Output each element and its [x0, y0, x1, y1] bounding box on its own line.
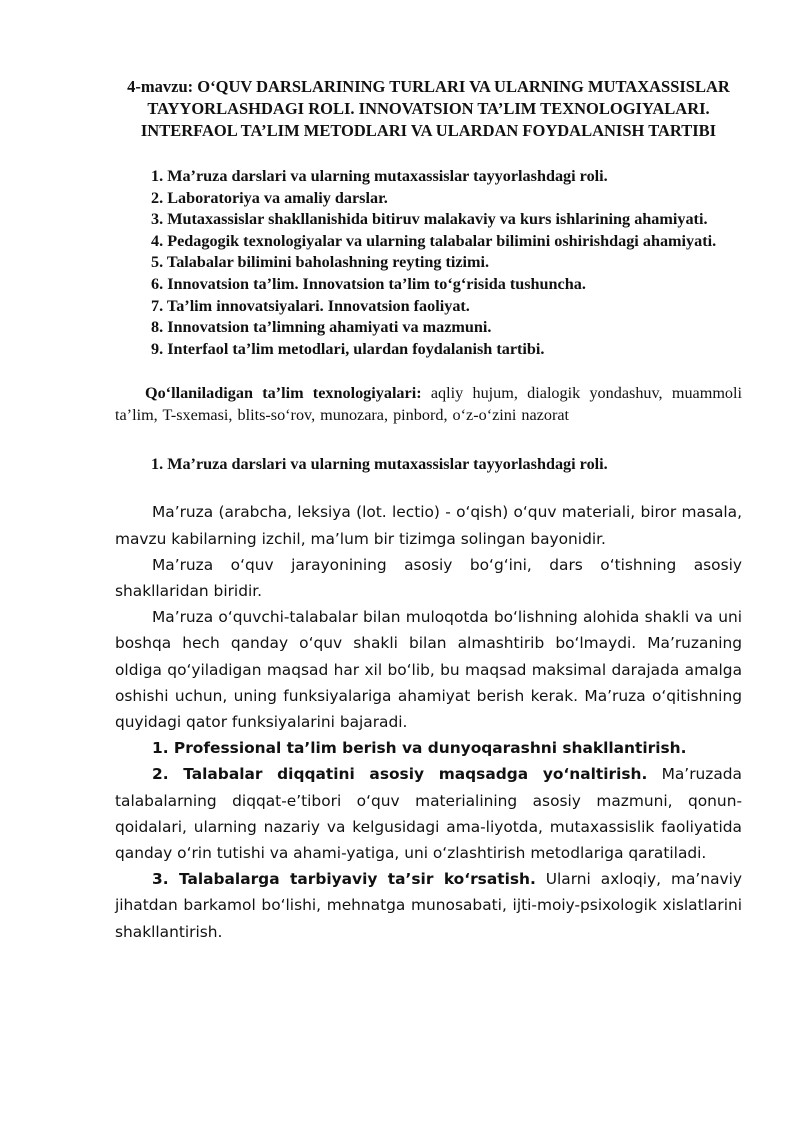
section-heading: 1. Ma’ruza darslari va ularning mutaxassislar tayyorlashdagi roli. — [151, 455, 608, 474]
paragraph-role: Ma’ruza o‘quv jarayonining asosiy bo‘g‘ini, dars o‘tishning asosiy shakllaridan biridir. — [115, 555, 742, 600]
technologies-label: Qo‘llaniladigan ta’lim texnologiyalari: — [145, 384, 422, 403]
topic-item-3: 3. Mutaxassislar shakllanishida bitiruv malakaviy va kurs ishlarining ahamiyati. — [151, 210, 708, 229]
topic-item-4: 4. Pedagogik texnologiyalar va ularning talabalar bilimini oshirishdagi ahamiyati. — [151, 231, 717, 250]
topic-item-2: 2. Laboratoriya va amaliy darslar. — [151, 188, 388, 207]
topic-item-7: 7. Ta’lim innovatsiyalari. Innovatsion faoliyat. — [151, 296, 470, 315]
function-2-text: Ma’ruzada talabalarning diqqat-e’tibori o‘quv materialining asosiy mazmuni, qonun-qoidalari, ularning nazariy va kelgusidagi ama-liyotda, mutaxassislik faoliyatida qanday o‘rin tutishi va ahami-yatiga, uni o‘zlashtirish metodlariga qaratiladi. — [115, 765, 742, 862]
topic-list — [115, 166, 742, 360]
technologies-paragraph — [115, 382, 742, 426]
function-3-text: Ularni axloqiy, ma’naviy jihatdan barkamol bo‘lishi, mehnatga munosabati, ijti-moiy-psixologik xislatlarini shakllantirish. — [115, 870, 742, 941]
document-title: 4-mavzu: O‘QUV DARSLARINING TURLARI VA ULARNING MUTAXASSISLAR TAYYORLASHDAGI ROLI. INNOVATSION TA’LIM TEXNOLOGIYALARI. INTERFAOL TA’LIM METODLARI VA ULARDAN FOYDALANISH TARTIBI — [127, 77, 730, 140]
paragraph-functions-intro: Ma’ruza o‘quvchi-talabalar bilan muloqotda bo‘lishning alohida shakli va uni boshqa hech qanday o‘quv shakli bilan almashtirib bo‘lmaydi. Ma’ruzaning oldiga qo‘yiladigan maqsad har xil bo‘lib, bu maqsad maksimal darajada amalga oshishi uchun, uning funksiyalariga ahamiyat berish kerak. Ma’ruza o‘qitishning quyidagi qator funksiyalarini bajaradi. — [115, 608, 742, 731]
function-3-heading: 3. Talabalarga tarbiyaviy ta’sir ko‘rsatish. — [152, 870, 536, 889]
technologies-text: aqliy hujum, dialogik yondashuv, muammoli ta’lim, T-sxemasi, blits-so‘rov, munozara, pinbord, o‘z-o‘zini nazorat — [115, 384, 742, 425]
section-body — [115, 499, 742, 944]
function-item-1 — [115, 735, 742, 761]
function-1-heading: 1. Professional ta’lim berish va dunyoqarashni shakllantirish. — [152, 739, 687, 758]
topic-item-1: 1. Ma’ruza darslari va ularning mutaxassislar tayyorlashdagi roli. — [151, 167, 608, 185]
function-item-3 — [115, 866, 742, 945]
topic-item-9: 9. Interfaol ta’lim metodlari, ulardan foydalanish tartibi. — [151, 339, 545, 358]
function-item-2 — [115, 761, 742, 866]
paragraph-definition: Ma’ruza (arabcha, leksiya (lot. lectio) - o‘qish) o‘quv materiali, biror masala, mavzu kabilarning izchil, ma’lum bir tizimga solingan bayonidir. — [115, 503, 742, 548]
function-2-heading: 2. Talabalar diqqatini asosiy maqsadga yo‘naltirish. — [152, 765, 648, 784]
topic-item-5: 5. Talabalar bilimini baholashning reyting tizimi. — [151, 253, 490, 272]
topic-item-8: 8. Innovatsion ta’limning ahamiyati va mazmuni. — [151, 318, 492, 337]
topic-item-6: 6. Innovatsion ta’lim. Innovatsion ta’lim to‘g‘risida tushuncha. — [151, 274, 586, 293]
